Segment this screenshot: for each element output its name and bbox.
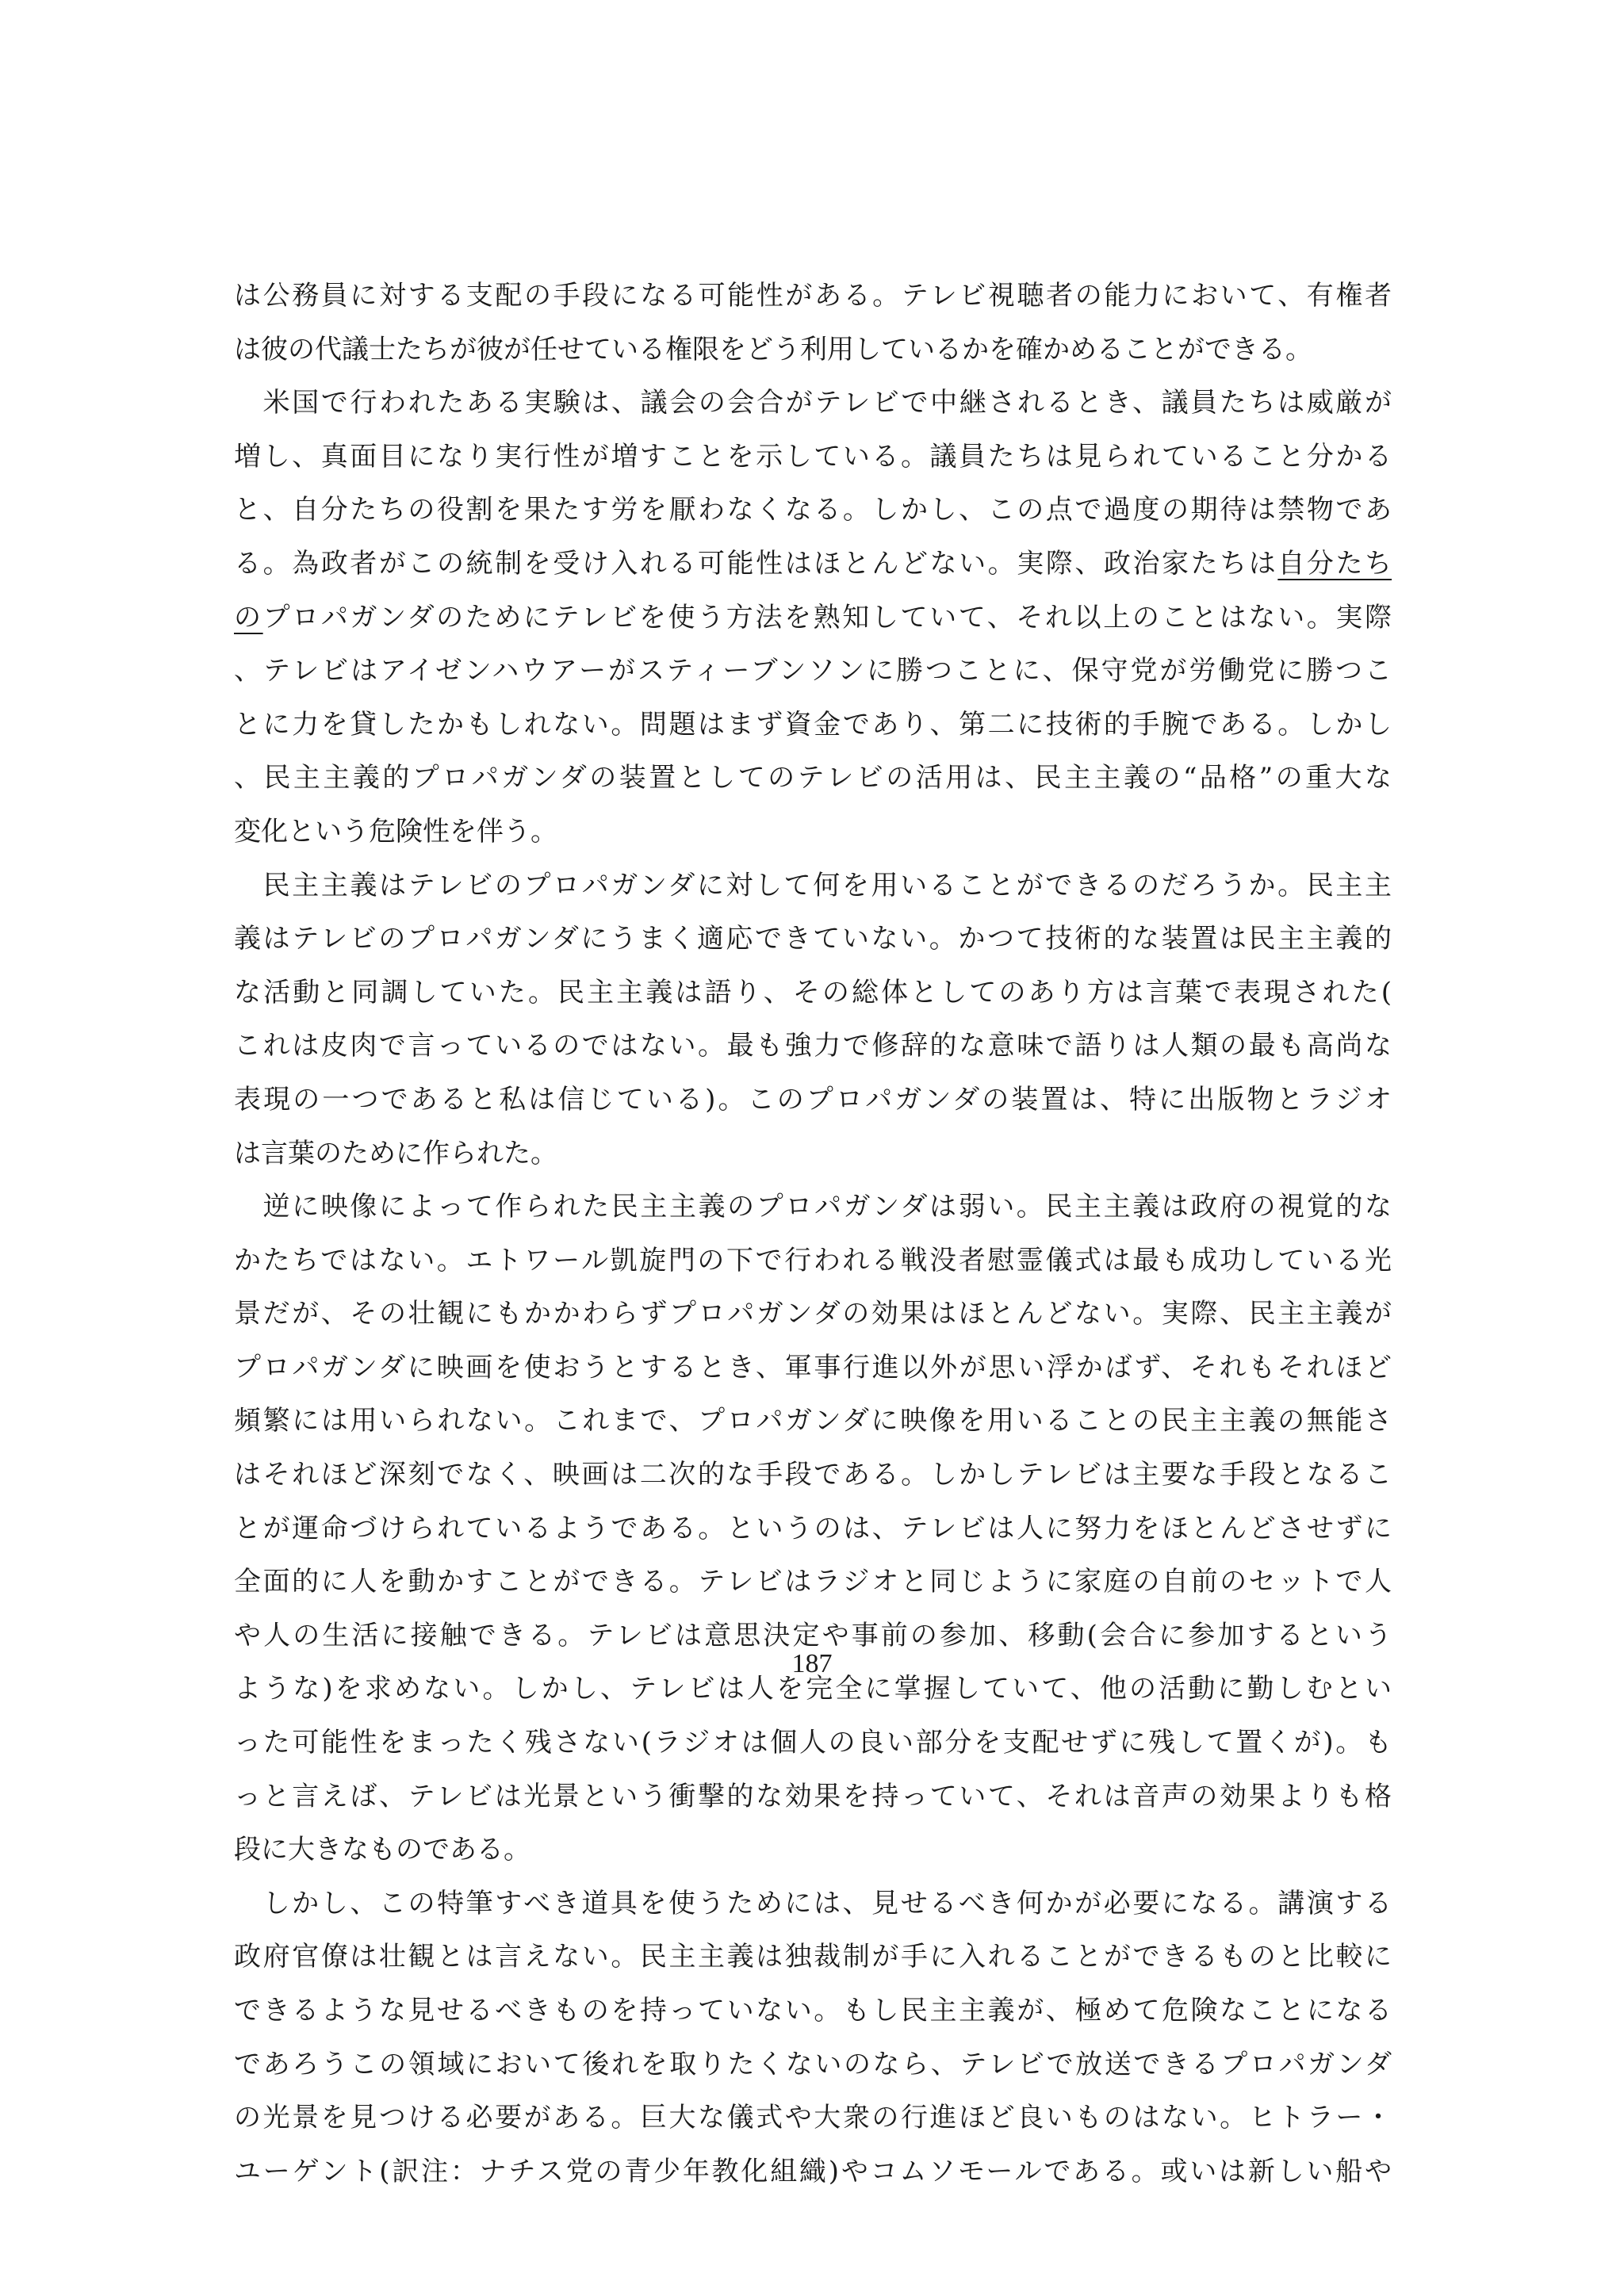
line-text: かたちではない。エトワール凱旋門の下で行われる戦没者慰霊儀式は最も成功している光 xyxy=(234,1244,1392,1276)
text-line xyxy=(234,1341,1392,1395)
text-line xyxy=(234,1931,1392,1984)
line-text: は言葉のために作られた。 xyxy=(234,1137,557,1169)
text-line xyxy=(234,1984,1392,2038)
text-line xyxy=(234,430,1392,484)
text-line xyxy=(234,1716,1392,1770)
text-line xyxy=(234,377,1392,430)
line-text: はそれほど深刻でなく、映画は二次的な手段である。しかしテレビは主要な手段となるこ xyxy=(234,1459,1392,1491)
text-line xyxy=(234,1234,1392,1288)
line-text: 変化という危険性を伴う。 xyxy=(234,815,557,848)
text-line xyxy=(234,806,1392,859)
line-text: る。為政者がこの統制を受け入れる可能性はほとんどない。実際、政治家たちは xyxy=(234,547,1278,580)
text-line xyxy=(234,966,1392,1020)
line-text: 景だが、その壮観にもかかわらずプロパガンダの効果はほとんどない。実際、民主主義が xyxy=(234,1298,1392,1330)
line-text: 表現の一つであると私は信じている)。このプロパガンダの装置は、特に出版物とラジオ xyxy=(234,1083,1392,1115)
text-line xyxy=(234,1556,1392,1609)
text-line xyxy=(234,752,1392,806)
line-text: 段に大きなものである。 xyxy=(234,1834,530,1866)
text-line xyxy=(234,645,1392,698)
text-line xyxy=(234,1288,1392,1341)
line-text: 逆に映像によって作られた民主主義のプロパガンダは弱い。民主主義は政府の視覚的な xyxy=(234,1191,1392,1223)
line-text: は公務員に対する支配の手段になる可能性がある。テレビ視聴者の能力において、有権者 xyxy=(234,280,1392,312)
line-text: プロパガンダに映画を使おうとするとき、軍事行進以外が思い浮かばず、それもそれほど xyxy=(234,1351,1392,1383)
line-text: 増し、真面目になり実行性が増すことを示している。議員たちは見られていること分かる xyxy=(234,440,1392,473)
text-line xyxy=(234,1020,1392,1073)
line-text: 政府官僚は壮観とは言えない。民主主義は独裁制が手に入れることができるものと比較に xyxy=(234,1941,1392,1973)
text-line xyxy=(234,1448,1392,1502)
text-line xyxy=(234,1181,1392,1234)
line-text: ユーゲント(訳注：ナチス党の青少年教化組織)やコムソモールである。或いは新しい船や xyxy=(234,2155,1392,2187)
line-text: 米国で行われたある実験は、議会の会合がテレビで中継されるとき、議員たちは威厳が xyxy=(234,387,1392,419)
line-text: な活動と同調していた。民主主義は語り、その総体としてのあり方は言葉で表現された( xyxy=(234,976,1392,1008)
line-text: と、自分たちの役割を果たす労を厭わなくなる。しかし、この点で過度の期待は禁物であ xyxy=(234,494,1392,526)
line-text: 、民主主義的プロパガンダの装置としてのテレビの活用は、民主主義の“品格”の重大な xyxy=(234,762,1392,794)
line-text: とが運命づけられているようである。というのは、テレビは人に努力をほとんどさせずに xyxy=(234,1512,1392,1544)
line-text: できるような見せるべきものを持っていない。もし民主主義が、極めて危険なことになる xyxy=(234,1995,1392,2026)
line-text: プロパガンダのためにテレビを使う方法を熟知していて、それ以上のことはない。実際 xyxy=(262,601,1392,633)
body-text xyxy=(234,270,1392,2198)
text-line xyxy=(234,1073,1392,1127)
text-line xyxy=(234,2091,1392,2145)
text-line xyxy=(234,591,1392,645)
line-text: の光景を見つける必要がある。巨大な儀式や大衆の行進ほど良いものはない。ヒトラー・ xyxy=(234,2102,1392,2134)
line-text: や人の生活に接触できる。テレビは意思決定や事前の参加、移動(会合に参加するという xyxy=(234,1619,1392,1651)
line-text: 、テレビはアイゼンハウアーがスティーブンソンに勝つことに、保守党が労働党に勝つこ xyxy=(234,655,1392,687)
line-text: とに力を貸したかもしれない。問題はまず資金であり、第二に技術的手腕である。しかし xyxy=(234,708,1392,740)
text-line xyxy=(234,538,1392,591)
text-line xyxy=(234,1877,1392,1931)
line-text: これは皮肉で言っているのではない。最も強力で修辞的な意味で語りは人類の最も高尚な xyxy=(234,1030,1392,1062)
text-line xyxy=(234,1127,1392,1181)
line-text: った可能性をまったく残さない(ラジオは個人の良い部分を支配せずに残して置くが)。も xyxy=(234,1727,1392,1759)
underlined-text: の xyxy=(234,601,263,633)
line-text: は彼の代議士たちが彼が任せている権限をどう利用しているかを確かめることができる。 xyxy=(234,333,1312,365)
line-text: 民主主義はテレビのプロパガンダに対して何を用いることができるのだろうか。民主主 xyxy=(234,869,1392,901)
text-line xyxy=(234,484,1392,538)
line-text: 全面的に人を動かすことができる。テレビはラジオと同じように家庭の自前のセットで人 xyxy=(234,1566,1392,1598)
line-text: っと言えば、テレビは光景という衝撃的な効果を持っていて、それは音声の効果よりも格 xyxy=(234,1780,1392,1812)
text-line xyxy=(234,2038,1392,2092)
page-number: 187 xyxy=(791,1649,833,1678)
line-text: 頻繁には用いられない。これまで、プロパガンダに映像を用いることの民主主義の無能さ xyxy=(234,1405,1392,1437)
text-line xyxy=(234,913,1392,966)
line-text: であろうこの領域において後れを取りたくないのなら、テレビで放送できるプロパガンダ xyxy=(234,2048,1392,2080)
text-line xyxy=(234,698,1392,752)
text-line xyxy=(234,323,1392,377)
line-text: しかし、この特筆すべき道具を使うためには、見せるべき何かが必要になる。講演する xyxy=(234,1887,1392,1919)
text-line xyxy=(234,2145,1392,2199)
underlined-text: 自分たち xyxy=(1277,547,1392,580)
text-line xyxy=(234,1395,1392,1448)
text-line xyxy=(234,270,1392,323)
text-line xyxy=(234,1502,1392,1556)
line-text: 義はテレビのプロパガンダにうまく適応できていない。かつて技術的な装置は民主主義的 xyxy=(234,923,1392,955)
line-text: ような)を求めない。しかし、テレビは人を完全に掌握していて、他の活動に勤しむとい xyxy=(234,1673,1392,1705)
text-line xyxy=(234,859,1392,913)
text-line xyxy=(234,1770,1392,1824)
text-line xyxy=(234,1823,1392,1877)
